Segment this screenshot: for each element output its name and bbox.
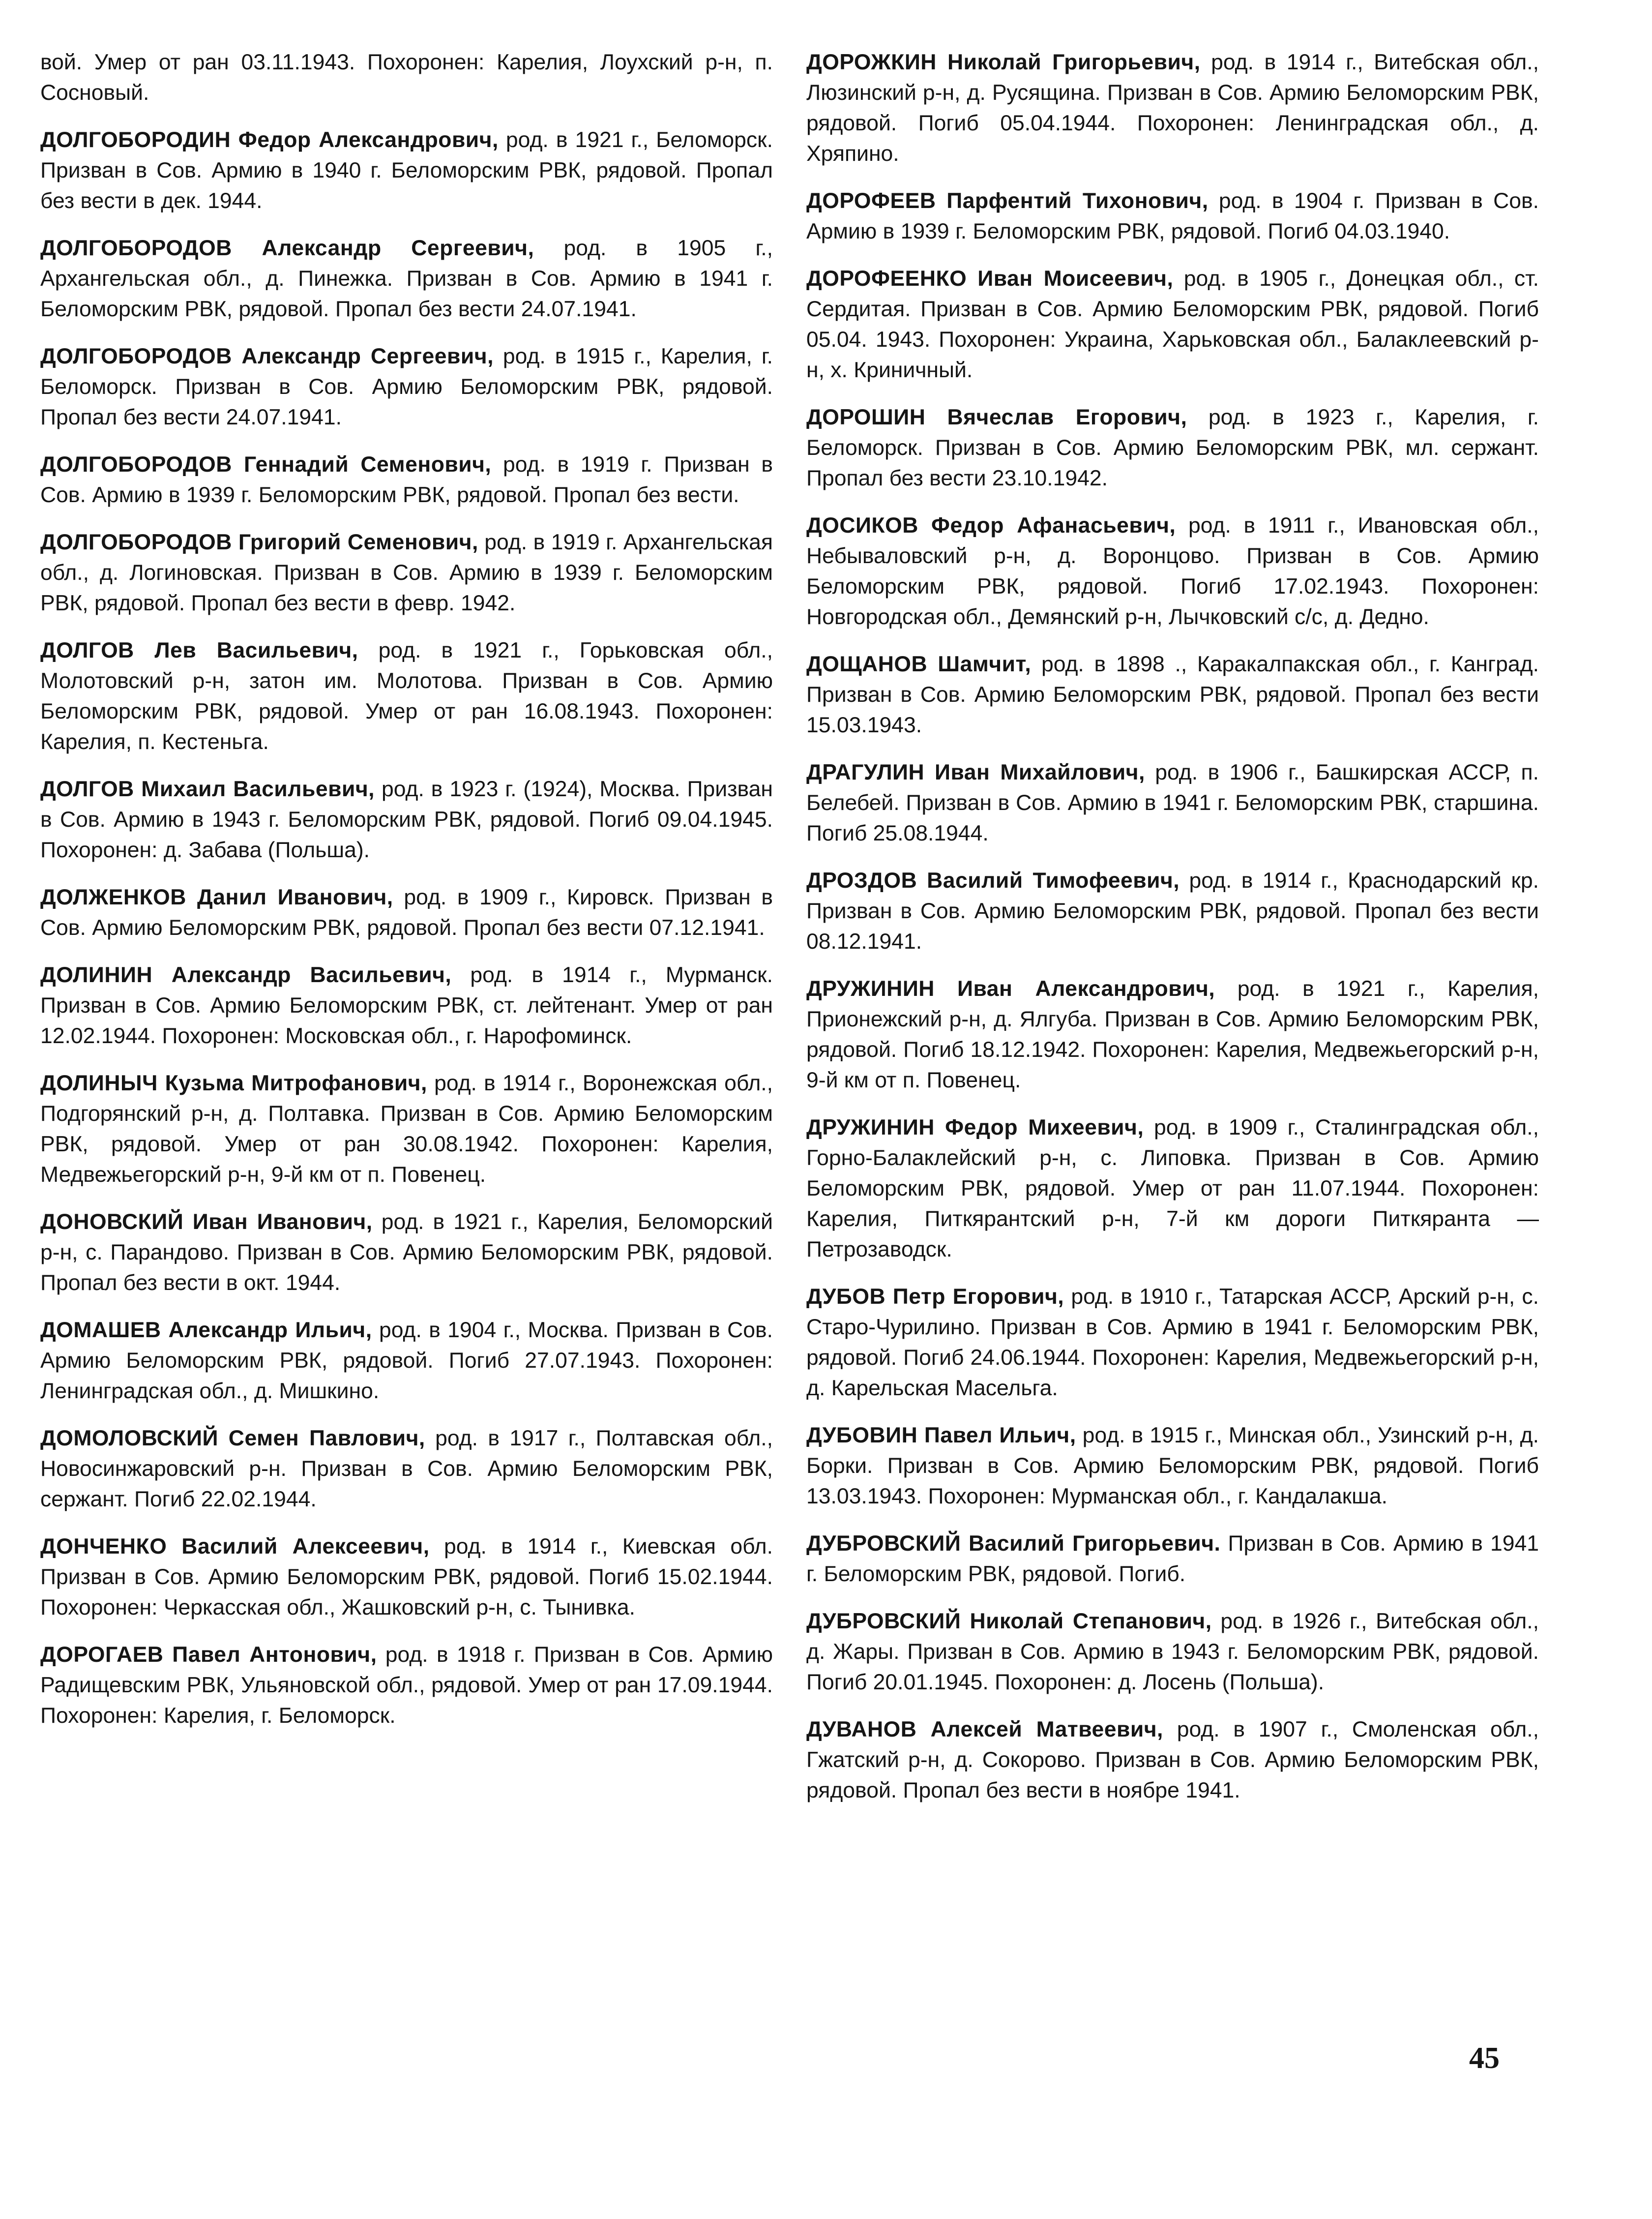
left-column — [40, 47, 773, 1748]
entry-name: ДУБРОВСКИЙ Николай Степанович, — [806, 1609, 1212, 1633]
entry-name: ДУВАНОВ Алексей Матвеевич, — [806, 1717, 1163, 1741]
entry-name: ДОНЧЕНКО Василий Алексеевич, — [40, 1534, 430, 1559]
entry-text: род. в 1909 г., Кировск. Призван в Сов. Армию Беломорским РВК, рядовой. Пропал без вести 07.12.1941. — [40, 885, 773, 940]
entry — [40, 1423, 773, 1515]
entry-text: род. в 1914 г., Краснодарский кр. Призван в Сов. Армию Беломорским РВК, рядовой. Пропал без вести 08.12.1941. — [806, 869, 1539, 954]
entry-text: вой. Умер от ран 03.11.1943. Похоронен: Карелия, Лоухский р-н, п. Сосновый. — [40, 50, 773, 105]
entry — [40, 1068, 773, 1190]
entry-text: род. в 1905 г., Донецкая обл., ст. Сердитая. Призван в Сов. Армию Беломорским РВК, рядовой. Погиб 05.04. 1943. Похоронен: Украина, Харьковская обл., Балаклеевский р-н, х. Криничный. — [806, 267, 1539, 382]
entry-name: ДУБОВИН Павел Ильич, — [806, 1423, 1076, 1447]
entry — [806, 402, 1539, 494]
entry-text: род. в 1914 г., Мурманск. Призван в Сов. Армию Беломорским РВК, ст. лейтенант. Умер от ран 12.02.1944. Похоронен: Московская обл., г. Нарофоминск. — [40, 963, 773, 1048]
entry-text: род. в 1921 г., Беломорск. Призван в Сов. Армию в 1940 г. Беломорским РВК, рядовой. Пропал без вести в дек. 1944. — [40, 128, 773, 213]
entry-name: ДОРОЖКИН Николай Григорьевич, — [806, 50, 1201, 74]
entry — [806, 186, 1539, 247]
entry — [806, 47, 1539, 169]
entry — [40, 341, 773, 433]
entry-name: ДОРОФЕЕВ Парфентий Тихонович, — [806, 189, 1209, 213]
entry-name: ДОЛИНЫЧ Кузьма Митрофанович, — [40, 1071, 427, 1095]
entry-name: ДОЛГОБОРОДОВ Александр Сергеевич, — [40, 344, 494, 368]
entry — [806, 1606, 1539, 1698]
entry-text: род. в 1910 г., Татарская АССР, Арский р-н, с. Старо-Чурилино. Призван в Сов. Армию в 1941 г. Беломорским РВК, рядовой. Погиб 24.06.1944. Похоронен: Карелия, Медвежьегорский р-н, д. Карельская Масельга. — [806, 1285, 1539, 1400]
entry-name: ДРОЗДОВ Василий Тимофеевич, — [806, 869, 1180, 893]
entry — [40, 1531, 773, 1623]
entry-name: ДОРОШИН Вячеслав Егорович, — [806, 405, 1187, 429]
entry-name: ДОЛГОВ Лев Васильевич, — [40, 638, 358, 662]
entry — [40, 635, 773, 757]
entry-text: род. в 1921 г., Горьковская обл., Молотовский р-н, затон им. Молотова. Призван в Сов. Армию Беломорским РВК, рядовой. Умер от ран 16.08.1943. Похоронен: Карелия, п. Кестеньга. — [40, 638, 773, 754]
entry-name: ДОМОЛОВСКИЙ Семен Павлович, — [40, 1426, 425, 1450]
entry-name: ДОЛГОВ Михаил Васильевич, — [40, 777, 375, 801]
entry — [806, 1112, 1539, 1265]
entry-name: ДОЛЖЕНКОВ Данил Иванович, — [40, 885, 393, 909]
entry-name: ДУБРОВСКИЙ Василий Григорьевич. — [806, 1531, 1221, 1556]
entry — [40, 1315, 773, 1407]
entry — [806, 264, 1539, 386]
entry-text: род. в 1921 г., Карелия, Прионежский р-н, д. Ялгуба. Призван в Сов. Армию Беломорским РВК, рядовой. Погиб 18.12.1942. Похоронен: Карелия, Медвежьегорский р-н, 9-й км от п. Повенец. — [806, 977, 1539, 1092]
entry — [40, 125, 773, 216]
entry — [806, 1282, 1539, 1404]
entry — [40, 233, 773, 325]
entry — [806, 1529, 1539, 1589]
entry-name: ДОЛИНИН Александр Васильевич, — [40, 963, 452, 987]
entry-name: ДОЩАНОВ Шамчит, — [806, 652, 1032, 676]
entry-text: род. в 1904 г., Москва. Призван в Сов. Армию Беломорским РВК, рядовой. Погиб 27.07.1943. Похоронен: Ленинградская обл., д. Мишкино. — [40, 1318, 773, 1403]
entry — [40, 1207, 773, 1298]
entry-name: ДОНОВСКИЙ Иван Иванович, — [40, 1210, 373, 1234]
entry — [806, 1420, 1539, 1512]
entry-text: род. в 1917 г., Полтавская обл., Новосинжаровский р-н. Призван в Сов. Армию Беломорским РВК, сержант. Погиб 22.02.1944. — [40, 1426, 773, 1511]
entry-text: род. в 1919 г. Призван в Сов. Армию в 1939 г. Беломорским РВК, рядовой. Пропал без вести. — [40, 452, 773, 507]
entry — [40, 450, 773, 510]
entry-text: род. в 1923 г. (1924), Москва. Призван в Сов. Армию в 1943 г. Беломорским РВК, рядовой. Погиб 09.04.1945. Похоронен: д. Забава (Польша). — [40, 777, 773, 862]
page-number: 45 — [1469, 2041, 1500, 2075]
entry-text: род. в 1905 г., Архангельская обл., д. Пинежка. Призван в Сов. Армию в 1941 г. Беломорским РВК, рядовой. Пропал без вести 24.07.1941. — [40, 236, 773, 321]
entry — [40, 960, 773, 1051]
entry-name: ДОРОФЕЕНКО Иван Моисеевич, — [806, 267, 1174, 291]
entry-text: род. в 1911 г., Ивановская обл., Небываловский р-н, д. Воронцово. Призван в Сов. Армию Беломорским РВК, рядовой. Погиб 17.02.1943. Похоронен: Новгородская обл., Демянский р-н, Лычковский с/с, д. Дедно. — [806, 513, 1539, 629]
entry-text: род. в 1918 г. Призван в Сов. Армию Радищевским РВК, Ульяновской обл., рядовой. Умер от ран 17.09.1944. Похоронен: Карелия, г. Беломорск. — [40, 1643, 773, 1728]
entry-text: род. в 1921 г., Карелия, Беломорский р-н, с. Парандово. Призван в Сов. Армию Беломорским РВК, рядовой. Пропал без вести в окт. 1944. — [40, 1210, 773, 1295]
entry — [806, 1714, 1539, 1806]
entry — [40, 47, 773, 108]
entry — [40, 527, 773, 619]
entry — [806, 649, 1539, 741]
entry — [806, 757, 1539, 849]
entry-text: род. в 1919 г. Архангельская обл., д. Логиновская. Призван в Сов. Армию в 1939 г. Беломорским РВК, рядовой. Пропал без вести в февр. 1942. — [40, 530, 773, 615]
entry-text: род. в 1909 г., Сталинградская обл., Горно-Балаклейский р-н, с. Липовка. Призван в Сов. Армию Беломорским РВК, рядовой. Умер от ран 11.07.1944. Похоронен: Карелия, Питкярантский р-н, 7-й км дороги Питкяранта — Петрозаводск. — [806, 1115, 1539, 1261]
entry-name: ДРАГУЛИН Иван Михайлович, — [806, 760, 1145, 784]
entry-text: род. в 1923 г., Карелия, г. Беломорск. Призван в Сов. Армию Беломорским РВК, мл. сержант. Пропал без вести 23.10.1942. — [806, 405, 1539, 490]
entry-text: Призван в Сов. Армию в 1941 г. Беломорским РВК, рядовой. Погиб. — [806, 1531, 1539, 1586]
entry — [806, 866, 1539, 957]
entry — [40, 882, 773, 943]
entry-text: род. в 1914 г., Воронежская обл., Подгорянский р-н, д. Полтавка. Призван в Сов. Армию Беломорским РВК, рядовой. Умер от ран 30.08.1942. Похоронен: Карелия, Медвежьегорский р-н, 9-й км от п. Повенец. — [40, 1071, 773, 1187]
entry — [40, 774, 773, 866]
entry-name: ДОЛГОБОРОДОВ Геннадий Семенович, — [40, 452, 492, 477]
entry-text: род. в 1914 г., Витебская обл., Люзинский р-н, д. Русящина. Призван в Сов. Армию Беломорским РВК, рядовой. Погиб 05.04.1944. Похоронен: Ленинградская обл., д. Хряпино. — [806, 50, 1539, 166]
entry-name: ДОЛГОБОРОДИН Федор Александрович, — [40, 128, 499, 152]
right-column — [806, 47, 1539, 1823]
entry-name: ДОСИКОВ Федор Афанасьевич, — [806, 513, 1176, 538]
entry-name: ДУБОВ Петр Егорович, — [806, 1285, 1064, 1309]
entry-text: род. в 1907 г., Смоленская обл., Гжатский р-н, д. Сокорово. Призван в Сов. Армию Беломорским РВК, рядовой. Пропал без вести в ноябре 1941. — [806, 1717, 1539, 1802]
entry — [806, 974, 1539, 1096]
entry-name: ДОЛГОБОРОДОВ Григорий Семенович, — [40, 530, 478, 554]
entry-text: род. в 1898 ., Каракалпакская обл., г. Канград. Призван в Сов. Армию Беломорским РВК, рядовой. Пропал без вести 15.03.1943. — [806, 652, 1539, 737]
entry-name: ДОЛГОБОРОДОВ Александр Сергеевич, — [40, 236, 534, 260]
entry-text: род. в 1906 г., Башкирская АССР, п. Белебей. Призван в Сов. Армию в 1941 г. Беломорским РВК, старшина. Погиб 25.08.1944. — [806, 760, 1539, 845]
entry-text: род. в 1904 г. Призван в Сов. Армию в 1939 г. Беломорским РВК, рядовой. Погиб 04.03.1940. — [806, 189, 1539, 243]
entry-name: ДРУЖИНИН Федор Михеевич, — [806, 1115, 1144, 1139]
entry-text: род. в 1915 г., Карелия, г. Беломорск. Призван в Сов. Армию Беломорским РВК, рядовой. Пропал без вести 24.07.1941. — [40, 344, 773, 429]
entry — [40, 1640, 773, 1731]
entry — [806, 510, 1539, 632]
entry-name: ДОРОГАЕВ Павел Антонович, — [40, 1643, 377, 1667]
entry-text: род. в 1915 г., Минская обл., Узинский р-н, д. Борки. Призван в Сов. Армию Беломорским РВК, рядовой. Погиб 13.03.1943. Похоронен: Мурманская обл., г. Кандалакша. — [806, 1423, 1539, 1508]
entry-text: род. в 1926 г., Витебская обл., д. Жары. Призван в Сов. Армию в 1943 г. Беломорским РВК, рядовой. Погиб 20.01.1945. Похоронен: д. Лосень (Польша). — [806, 1609, 1539, 1694]
entry-text: род. в 1914 г., Киевская обл. Призван в Сов. Армию Беломорским РВК, рядовой. Погиб 15.02.1944. Похоронен: Черкасская обл., Жашковский р-н, с. Тынивка. — [40, 1534, 773, 1619]
entry-name: ДРУЖИНИН Иван Александрович, — [806, 977, 1215, 1001]
entry-name: ДОМАШЕВ Александр Ильич, — [40, 1318, 372, 1342]
